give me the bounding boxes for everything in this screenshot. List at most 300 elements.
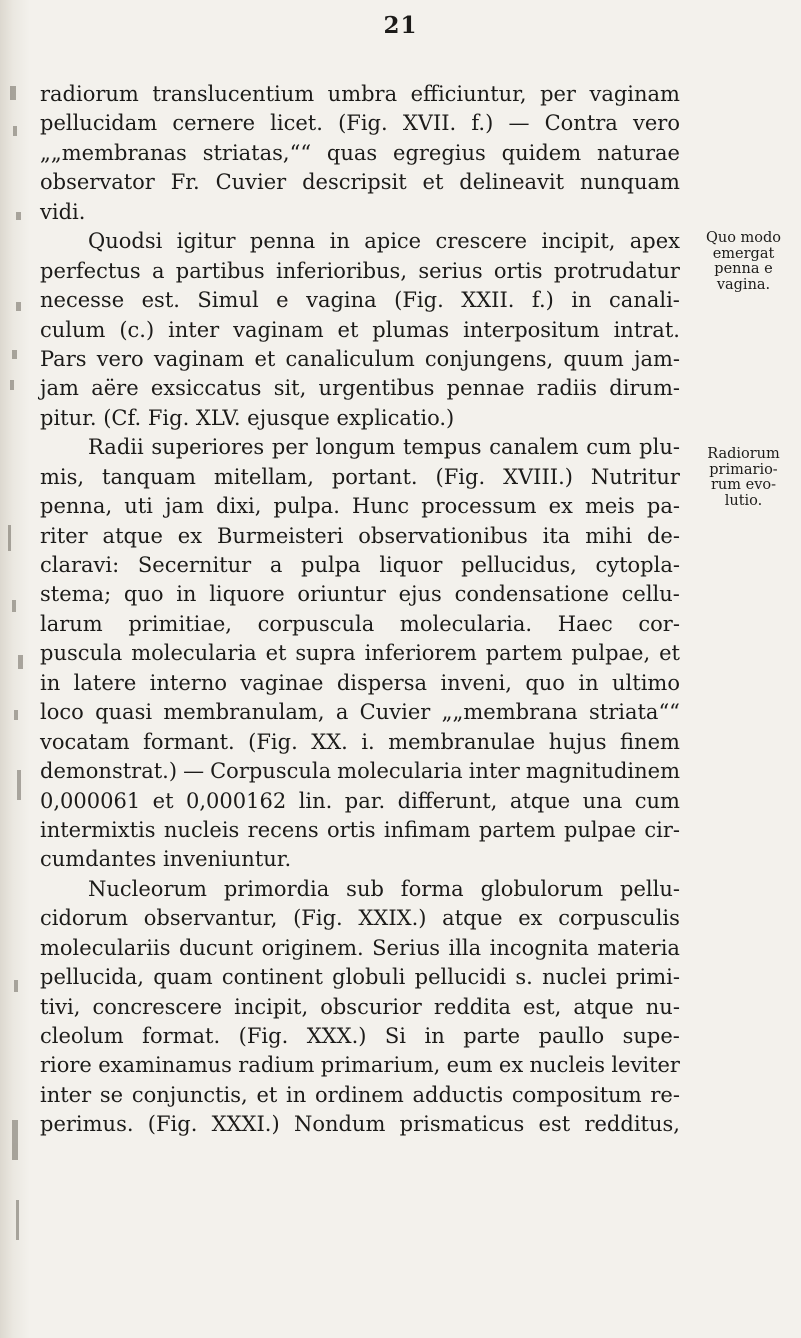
word: XXII. bbox=[461, 288, 515, 313]
word: canaliculum bbox=[285, 346, 415, 371]
word: tempus bbox=[402, 435, 482, 460]
word: in bbox=[40, 670, 61, 695]
word: primitiae, bbox=[128, 611, 232, 636]
word: observantur, bbox=[143, 906, 278, 931]
word: Hunc bbox=[351, 494, 410, 519]
word: in bbox=[424, 1024, 445, 1048]
word: XVII. bbox=[402, 111, 457, 136]
word: Radii bbox=[88, 435, 144, 460]
word: sub bbox=[346, 876, 384, 901]
word: quo bbox=[123, 582, 164, 607]
word: latere bbox=[73, 670, 137, 695]
word: cor- bbox=[638, 611, 680, 636]
word: dispersa bbox=[336, 670, 428, 695]
text-line bbox=[40, 816, 680, 845]
word: interpositum bbox=[463, 317, 600, 342]
word: atque bbox=[509, 788, 571, 813]
text-line bbox=[40, 522, 680, 551]
word: claravi: bbox=[40, 553, 120, 577]
margin-note-line: penna e bbox=[714, 261, 773, 277]
word: riore bbox=[40, 1053, 92, 1078]
word: quas bbox=[326, 140, 378, 165]
word: una bbox=[582, 788, 623, 813]
word: pennae bbox=[446, 376, 525, 401]
word: hujus bbox=[548, 729, 607, 754]
word: serius bbox=[418, 258, 483, 283]
word: descripsit bbox=[302, 170, 407, 195]
word: urgentibus bbox=[318, 376, 435, 401]
word: et bbox=[659, 641, 680, 666]
word: ordinem bbox=[315, 1082, 404, 1107]
word: cellu- bbox=[621, 582, 680, 607]
word: Burmeisteri bbox=[216, 523, 344, 548]
word: inter bbox=[40, 1082, 92, 1107]
word: vaginam bbox=[153, 346, 245, 371]
text-line bbox=[40, 374, 680, 403]
word: Contra bbox=[544, 111, 618, 136]
word: recens bbox=[247, 817, 319, 842]
word: XXXI.) bbox=[211, 1112, 280, 1137]
binding-shadow-marks bbox=[4, 80, 30, 1280]
word: forma bbox=[400, 876, 464, 901]
word: vocatam bbox=[40, 729, 130, 754]
word: uti bbox=[124, 494, 153, 519]
word: conjungens, bbox=[424, 346, 554, 371]
word: intrat. bbox=[613, 317, 680, 342]
word: molecularia bbox=[131, 641, 257, 666]
word: pellucidi bbox=[414, 965, 507, 990]
word: cum bbox=[634, 788, 680, 813]
word: quo bbox=[525, 670, 565, 695]
margin-note-line: rum evo- bbox=[710, 477, 777, 493]
word: naturae bbox=[596, 140, 680, 165]
word: (Fig. bbox=[394, 288, 444, 313]
word: supe- bbox=[622, 1024, 680, 1048]
word: ortis bbox=[326, 817, 376, 842]
word: et bbox=[152, 788, 174, 813]
word: ejus bbox=[398, 582, 442, 607]
word: incognita bbox=[489, 935, 589, 960]
word: compositum bbox=[511, 1082, 642, 1107]
word: pellu- bbox=[620, 876, 680, 901]
word: nucleis bbox=[529, 1053, 605, 1078]
word: nuclei bbox=[542, 965, 607, 990]
word: quasi bbox=[95, 700, 153, 725]
word: est bbox=[538, 1112, 571, 1137]
word: exsiccatus bbox=[150, 376, 262, 401]
word: igitur bbox=[176, 229, 236, 254]
text-line: vidi. bbox=[40, 199, 86, 224]
word: apex bbox=[629, 229, 680, 254]
word: et bbox=[265, 641, 287, 666]
word: striata““ bbox=[589, 700, 680, 725]
word: inferioribus, bbox=[276, 258, 408, 283]
text-line bbox=[40, 1081, 680, 1110]
word: in bbox=[286, 1082, 307, 1107]
word: interno bbox=[149, 670, 227, 695]
word: globuli bbox=[332, 965, 406, 990]
word: apice bbox=[364, 229, 422, 254]
word: Quodsi bbox=[88, 229, 163, 254]
word: nu- bbox=[645, 994, 680, 1019]
word: delineavit bbox=[459, 170, 565, 195]
word: Nucleorum bbox=[88, 876, 207, 901]
text-line bbox=[40, 610, 680, 639]
word: primi- bbox=[616, 965, 680, 990]
word: inter bbox=[468, 759, 520, 784]
word: paullo bbox=[538, 1024, 605, 1048]
word: perfectus bbox=[40, 258, 141, 283]
word: incipit, bbox=[541, 229, 616, 254]
word: incipit, bbox=[234, 994, 309, 1019]
word: egregius bbox=[393, 140, 486, 165]
word: observator bbox=[40, 170, 155, 195]
word: XXX.) bbox=[306, 1024, 367, 1048]
word: protrudatur bbox=[553, 258, 680, 283]
word: vero bbox=[96, 346, 144, 371]
word: leviter bbox=[611, 1053, 680, 1078]
word: vaginam bbox=[589, 82, 680, 106]
word: f.) bbox=[531, 288, 554, 313]
word: umbra bbox=[327, 82, 398, 106]
text-line bbox=[40, 904, 680, 933]
word: Nondum bbox=[293, 1112, 386, 1137]
word: infimam bbox=[383, 817, 471, 842]
word: est. bbox=[141, 288, 180, 313]
text-line bbox=[40, 80, 680, 109]
word: mihi bbox=[585, 523, 633, 548]
word: XX. bbox=[311, 729, 348, 754]
word: formant. bbox=[143, 729, 235, 754]
word: nunquam bbox=[579, 170, 680, 195]
word: per bbox=[540, 82, 576, 106]
word: inter bbox=[168, 317, 220, 342]
word: Cuvier bbox=[359, 700, 431, 725]
word: est, bbox=[522, 994, 562, 1019]
word: mis, bbox=[40, 464, 85, 489]
word: efficiuntur, bbox=[410, 82, 527, 106]
word: crescere bbox=[435, 229, 528, 254]
word: jam- bbox=[633, 346, 680, 371]
text-line bbox=[40, 345, 680, 374]
word: oriuntur bbox=[297, 582, 386, 607]
word: cernere bbox=[172, 111, 255, 136]
text-line bbox=[40, 286, 680, 315]
word: mitellam, bbox=[213, 464, 314, 489]
word: ex bbox=[498, 1053, 524, 1078]
word: striatas,““ bbox=[202, 140, 312, 165]
margin-note-line: vagina. bbox=[716, 276, 771, 293]
word: materia bbox=[597, 935, 680, 960]
word: inveni, bbox=[440, 670, 512, 695]
word: finem bbox=[620, 729, 680, 754]
word: molecularia bbox=[337, 759, 463, 784]
word: Simul bbox=[197, 288, 259, 313]
word: stema; bbox=[40, 582, 112, 607]
word: condensatione bbox=[454, 582, 609, 607]
word: meis bbox=[584, 494, 635, 519]
word: examinamus bbox=[98, 1053, 232, 1078]
word: „„membranas bbox=[40, 140, 187, 165]
word: larum bbox=[40, 611, 103, 636]
word: liquor bbox=[379, 553, 443, 577]
text-line bbox=[40, 1051, 680, 1080]
page-number: 21 bbox=[383, 12, 418, 39]
word: reddita bbox=[433, 994, 511, 1019]
word: pellucida, bbox=[40, 965, 144, 990]
word: vaginam bbox=[233, 317, 324, 342]
word: ultimo bbox=[612, 670, 680, 695]
text-line bbox=[40, 757, 680, 786]
word: lin. bbox=[298, 788, 333, 813]
word: intermixtis bbox=[40, 817, 156, 842]
word: in bbox=[329, 229, 350, 254]
word: quam bbox=[153, 965, 213, 990]
word: XVIII.) bbox=[503, 464, 573, 489]
word: (Fig. bbox=[238, 1024, 289, 1048]
word: canali- bbox=[609, 288, 680, 313]
word: loco bbox=[40, 700, 84, 725]
margin-note-line: Quo modo bbox=[705, 230, 782, 246]
text-line bbox=[40, 551, 680, 580]
word: pulpae bbox=[563, 817, 637, 842]
margin-note-line: Radiorum bbox=[707, 446, 780, 462]
word: Haec bbox=[557, 611, 613, 636]
word: et bbox=[254, 346, 276, 371]
word: quum bbox=[563, 346, 624, 371]
word: cytopla- bbox=[595, 553, 680, 577]
word: molecularia. bbox=[399, 611, 533, 636]
margin-note-quo-modo bbox=[686, 231, 801, 293]
word: primordia bbox=[223, 876, 330, 901]
text-line: pitur. (Cf. Fig. XLV. ejusque explicatio.) bbox=[40, 405, 455, 430]
word: quidem bbox=[501, 140, 582, 165]
word: et bbox=[422, 170, 444, 195]
word: Corpuscula bbox=[210, 759, 332, 784]
word: penna bbox=[249, 229, 316, 254]
word: (Fig. bbox=[248, 729, 298, 754]
word: et bbox=[256, 1082, 278, 1107]
text-line bbox=[40, 492, 680, 521]
word: originem. bbox=[261, 935, 364, 960]
word: XXIX.) bbox=[358, 906, 427, 931]
word: cidorum bbox=[40, 906, 129, 931]
word: se bbox=[99, 1082, 124, 1107]
word: conjunctis, bbox=[131, 1082, 248, 1107]
word: vaginae bbox=[240, 670, 324, 695]
word: continent bbox=[221, 965, 323, 990]
word: canalem bbox=[489, 435, 579, 460]
text-line bbox=[40, 580, 680, 609]
word: obscurior bbox=[320, 994, 422, 1019]
word: adductis bbox=[412, 1082, 504, 1107]
word: de- bbox=[646, 523, 680, 548]
word: inferiorem bbox=[364, 641, 477, 666]
word: ex bbox=[177, 523, 203, 548]
text-line bbox=[40, 639, 680, 668]
word: Pars bbox=[40, 346, 87, 371]
word: prismaticus bbox=[399, 1112, 525, 1137]
word: atque bbox=[442, 906, 503, 931]
word: cum bbox=[586, 435, 632, 460]
word: atque bbox=[573, 994, 634, 1019]
word: processum bbox=[421, 494, 537, 519]
word: liquore bbox=[209, 582, 285, 607]
word: in bbox=[578, 670, 599, 695]
word: ex bbox=[548, 494, 573, 519]
word: superiores bbox=[151, 435, 265, 460]
word: licet. bbox=[270, 111, 323, 136]
word: ex bbox=[518, 906, 543, 931]
word: 0,000061 bbox=[40, 788, 141, 813]
word: per bbox=[271, 435, 308, 460]
word: in bbox=[571, 288, 592, 313]
text-line bbox=[40, 698, 680, 727]
word: radiorum bbox=[40, 82, 139, 106]
word: partem bbox=[485, 641, 563, 666]
word: membranulam, bbox=[163, 700, 325, 725]
word: concrescere bbox=[92, 994, 223, 1019]
word: eum bbox=[446, 1053, 493, 1078]
word: ducunt bbox=[178, 935, 254, 960]
paragraph-start-line bbox=[40, 433, 680, 462]
text-line: cumdantes inveniuntur. bbox=[40, 847, 292, 872]
text-line bbox=[40, 993, 680, 1022]
word: riter bbox=[40, 523, 88, 548]
word: culum bbox=[40, 317, 106, 342]
word: corpuscula bbox=[257, 611, 375, 636]
word: 0,000162 bbox=[186, 788, 287, 813]
word: portant. bbox=[331, 464, 418, 489]
text-line bbox=[40, 463, 680, 492]
margin-note-radiorum bbox=[686, 447, 801, 509]
text-line bbox=[40, 934, 680, 963]
word: radiis bbox=[536, 376, 597, 401]
margin-note-line: lutio. bbox=[724, 492, 763, 509]
page-binding-edge bbox=[0, 0, 30, 1338]
word: jam bbox=[165, 494, 204, 519]
word: moleculariis bbox=[40, 935, 171, 960]
word: primarium, bbox=[320, 1053, 441, 1078]
word: pulpa bbox=[301, 553, 361, 577]
word: tivi, bbox=[40, 994, 81, 1019]
word: i. bbox=[361, 729, 375, 754]
word: nucleis bbox=[163, 817, 240, 842]
word: (Fig. bbox=[293, 906, 343, 931]
word: — bbox=[183, 759, 205, 784]
word: dixi, bbox=[216, 494, 262, 519]
word: a bbox=[151, 258, 165, 283]
word: pa- bbox=[646, 494, 680, 519]
text-line bbox=[40, 669, 680, 698]
text-line bbox=[40, 1110, 680, 1139]
word: format. bbox=[142, 1024, 221, 1048]
word: ita bbox=[542, 523, 571, 548]
word: demonstrat.) bbox=[40, 759, 178, 784]
word: plumas bbox=[372, 317, 450, 342]
text-line bbox=[40, 109, 680, 138]
word: membranulae bbox=[388, 729, 536, 754]
word: pulpae, bbox=[571, 641, 651, 666]
text-line bbox=[40, 728, 680, 757]
word: plu- bbox=[639, 435, 680, 460]
text-line bbox=[40, 168, 680, 197]
word: Secernitur bbox=[137, 553, 252, 577]
word: dirum- bbox=[609, 376, 680, 401]
word: Nutritur bbox=[590, 464, 680, 489]
word: vero bbox=[632, 111, 680, 136]
word: cir- bbox=[644, 817, 680, 842]
word: differunt, bbox=[397, 788, 498, 813]
margin-note-line: primario- bbox=[709, 461, 778, 478]
word: supra bbox=[295, 641, 356, 666]
word: (c.) bbox=[119, 317, 155, 342]
word: pellucidus, bbox=[461, 553, 577, 577]
word: puscula bbox=[40, 641, 123, 666]
word: tanquam bbox=[102, 464, 196, 489]
word: corpusculis bbox=[558, 906, 680, 931]
word: s. bbox=[515, 965, 533, 990]
word: translucentium bbox=[152, 82, 315, 106]
word: (Fig. bbox=[435, 464, 486, 489]
word: e bbox=[276, 288, 289, 313]
word: partibus bbox=[175, 258, 265, 283]
word: longum bbox=[315, 435, 396, 460]
word: Fr. bbox=[170, 170, 200, 195]
word: Serius bbox=[372, 935, 441, 960]
word: vagina bbox=[306, 288, 377, 313]
word: f.) bbox=[471, 111, 494, 136]
paragraph-start-line bbox=[40, 227, 680, 256]
word: magnitudinem bbox=[525, 759, 680, 784]
word: pellucidam bbox=[40, 111, 158, 136]
word: perimus. bbox=[40, 1112, 134, 1137]
text-line bbox=[40, 257, 680, 286]
word: necesse bbox=[40, 288, 125, 313]
word: (Fig. bbox=[147, 1112, 198, 1137]
word: cleolum bbox=[40, 1024, 124, 1048]
margin-note-line: emergat bbox=[712, 245, 775, 262]
text-line bbox=[40, 787, 680, 816]
word: Cuvier bbox=[215, 170, 287, 195]
word: a bbox=[269, 553, 283, 577]
word: penna, bbox=[40, 494, 113, 519]
body-text bbox=[40, 80, 680, 1140]
word: parte bbox=[463, 1024, 521, 1048]
word: sit, bbox=[273, 376, 307, 401]
word: pulpa. bbox=[273, 494, 340, 519]
word: in bbox=[176, 582, 197, 607]
text-line bbox=[40, 1022, 680, 1051]
word: — bbox=[508, 111, 530, 136]
word: re- bbox=[650, 1082, 680, 1107]
word: partem bbox=[478, 817, 556, 842]
word: jam bbox=[40, 376, 79, 401]
paragraph-start-line bbox=[40, 875, 680, 904]
word: Si bbox=[384, 1024, 407, 1048]
word: atque bbox=[102, 523, 163, 548]
word: „„membrana bbox=[441, 700, 578, 725]
word: observationibus bbox=[358, 523, 528, 548]
word: et bbox=[337, 317, 359, 342]
text-line bbox=[40, 139, 680, 168]
text-line bbox=[40, 963, 680, 992]
word: ortis bbox=[493, 258, 543, 283]
word: a bbox=[335, 700, 349, 725]
word: par. bbox=[344, 788, 386, 813]
word: illa bbox=[448, 935, 482, 960]
word: (Fig. bbox=[338, 111, 388, 136]
